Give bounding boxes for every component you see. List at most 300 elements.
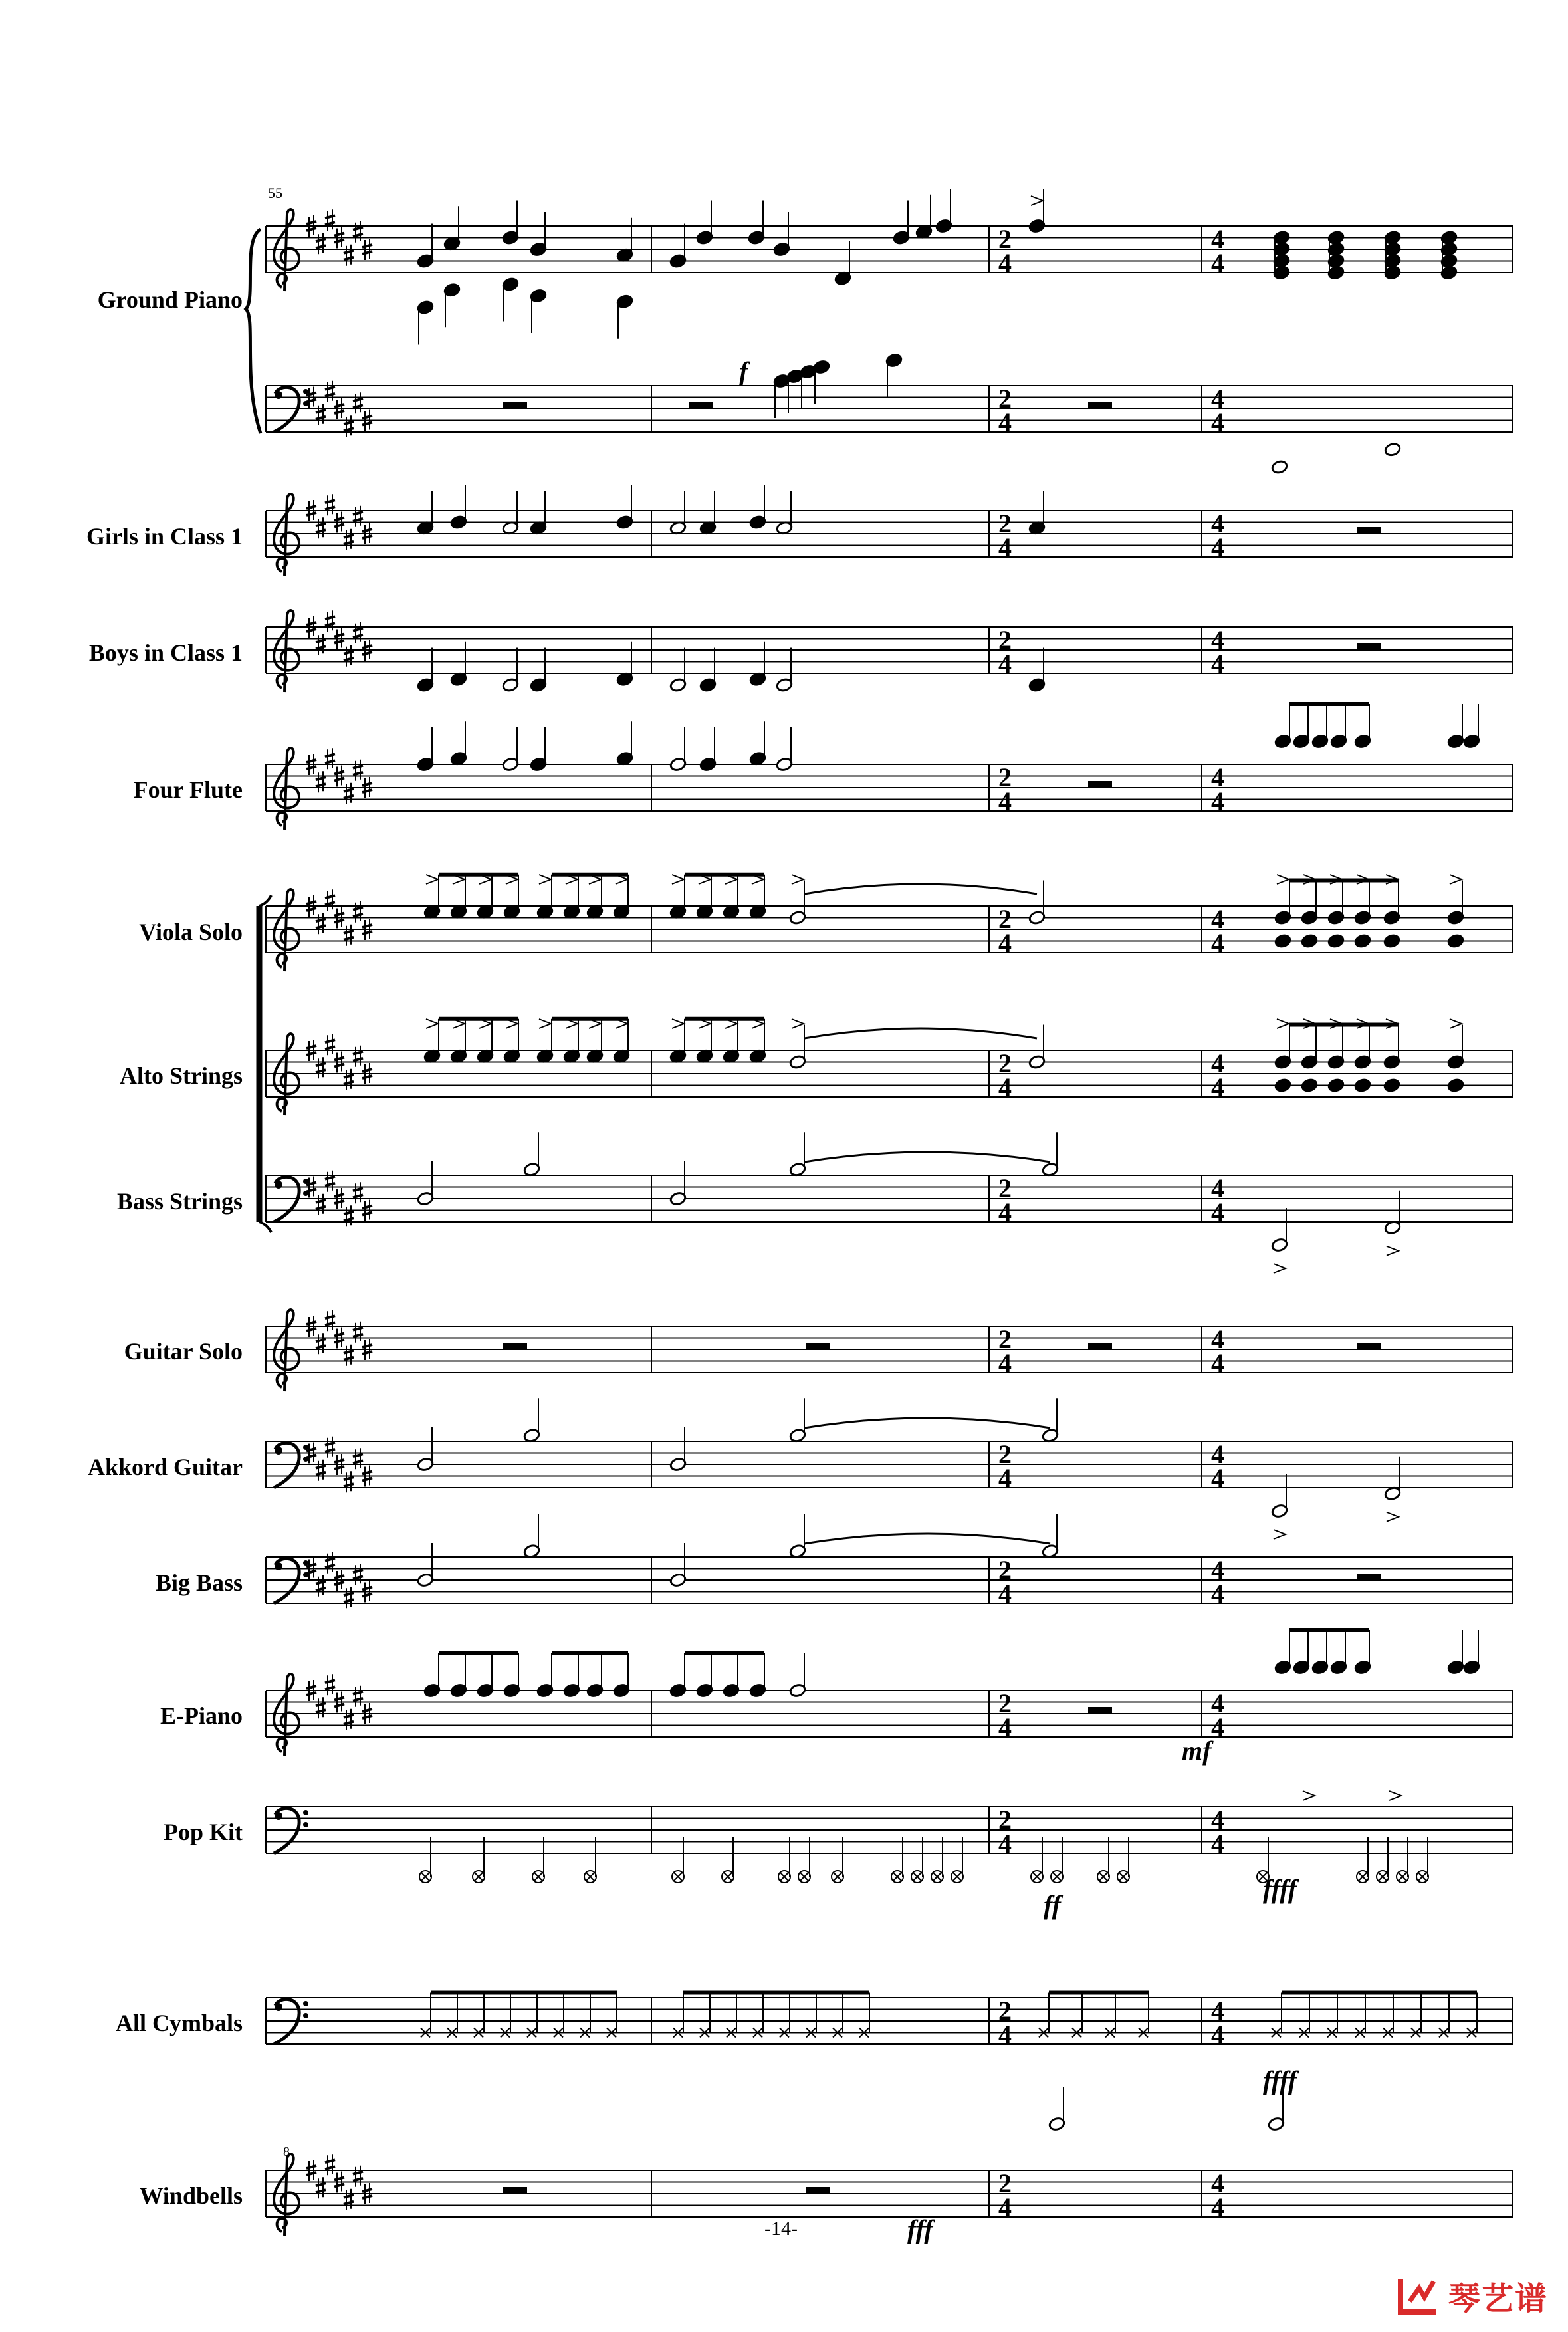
time-sig-top: 2 <box>998 762 1012 792</box>
note <box>1327 933 1345 949</box>
staff-notes-14 <box>503 2087 1285 2194</box>
time-sig-bottom: 4 <box>998 1463 1012 1493</box>
note <box>789 1019 806 1070</box>
note <box>1354 1630 1371 1675</box>
percussion-note <box>1327 1993 1337 2038</box>
percussion-note <box>1439 1993 1449 2038</box>
accent-icon <box>426 1019 438 1028</box>
percussion-note <box>1397 1837 1408 1883</box>
note <box>915 195 933 239</box>
percussion-note <box>780 1993 790 2038</box>
time-signature <box>1211 1439 1224 1493</box>
half-rest-icon <box>1088 781 1112 788</box>
note <box>1301 1078 1318 1093</box>
percussion-note <box>1039 1993 1049 2038</box>
instrument-label-big-bass: Big Bass <box>155 1570 243 1596</box>
sharp-icon <box>344 415 354 437</box>
treble-clef-icon <box>274 494 299 576</box>
note <box>1311 704 1329 749</box>
half-rest-icon <box>1357 527 1381 534</box>
staff-notes-4 <box>417 704 1480 788</box>
sharp-icon <box>316 2177 326 2198</box>
sharp-icon <box>353 1182 363 1203</box>
note <box>417 1161 434 1206</box>
instrument-label-alto-strings: Alto Strings <box>119 1062 243 1089</box>
note <box>749 1019 766 1064</box>
time-signature <box>998 1555 1012 1609</box>
time-signature <box>998 1439 1012 1493</box>
sharp-icon <box>316 1057 326 1078</box>
percussion-note <box>1411 1993 1421 2038</box>
piano-bass-notes <box>503 353 1401 475</box>
note <box>723 1019 740 1064</box>
logo-mark-icon <box>1395 2272 1442 2319</box>
percussion-note <box>1272 1993 1282 2038</box>
accent-icon <box>1274 1264 1286 1273</box>
dynamic-mf: mf <box>1182 1736 1212 1766</box>
time-sig-bottom: 4 <box>1211 1579 1224 1609</box>
accent-icon <box>1277 875 1289 884</box>
instrument-label-guitar-solo: Guitar Solo <box>124 1338 243 1365</box>
sharp-icon <box>325 1310 335 1331</box>
note <box>669 491 687 535</box>
note <box>1042 1398 1059 1443</box>
staff-notes-13 <box>421 1993 1477 2038</box>
time-sig-top: 2 <box>998 224 1012 254</box>
staff-notes-10 <box>417 1514 1381 1587</box>
accent-icon <box>539 1019 551 1028</box>
treble-clef-icon <box>274 1674 299 1756</box>
sharp-icon <box>353 760 363 781</box>
percussion-note <box>1383 1993 1393 2038</box>
site-logo <box>1395 2272 1548 2319</box>
note <box>530 648 547 693</box>
note <box>1330 704 1347 749</box>
note <box>613 875 630 919</box>
half-rest-icon <box>1088 1707 1112 1714</box>
note <box>1384 1191 1401 1256</box>
note <box>1330 1630 1347 1675</box>
time-sig-bottom: 4 <box>1211 2192 1224 2222</box>
time-sig-bottom: 4 <box>998 2192 1012 2222</box>
percussion-note <box>1355 1993 1365 2038</box>
instrument-label-viola: Viola Solo <box>139 919 243 945</box>
half-rest-icon <box>1088 1343 1112 1349</box>
instrument-label-epiano: E-Piano <box>160 1702 243 1729</box>
time-sig-top: 2 <box>998 1324 1012 1354</box>
time-sig-top: 4 <box>1211 1439 1224 1469</box>
time-sig-top: 2 <box>998 1689 1012 1718</box>
sharp-icon <box>344 1587 354 1608</box>
accent-icon <box>672 875 684 884</box>
percussion-note <box>1105 1993 1115 2038</box>
sharp-icon <box>325 1034 335 1055</box>
staff-11 <box>266 1674 1513 1756</box>
staff-1 <box>266 381 1513 437</box>
note <box>1293 1630 1310 1675</box>
time-sig-bottom: 4 <box>998 1197 1012 1227</box>
note <box>1311 1630 1329 1675</box>
sharp-icon <box>344 245 354 266</box>
percussion-note <box>778 1837 790 1883</box>
sharp-icon <box>353 1564 363 1585</box>
percussion-note <box>473 1837 485 1883</box>
note <box>523 1514 540 1558</box>
time-signature <box>998 1996 1012 2049</box>
measure-number: 55 <box>268 185 282 201</box>
treble-clef-icon <box>274 209 299 291</box>
note <box>563 1019 580 1064</box>
note <box>417 300 434 344</box>
note <box>502 201 519 245</box>
time-sig-top: 2 <box>998 1048 1012 1078</box>
percussion-note <box>832 1837 843 1883</box>
time-signature <box>1211 2168 1224 2222</box>
time-signature <box>1211 625 1224 679</box>
note <box>1274 1019 1291 1070</box>
time-signature <box>998 509 1012 562</box>
note <box>1028 881 1046 925</box>
time-signature <box>998 1805 1012 1859</box>
time-sig-bottom: 4 <box>998 928 1012 958</box>
time-sig-top: 2 <box>998 1439 1012 1469</box>
note <box>1447 704 1464 749</box>
time-sig-bottom: 4 <box>1211 1072 1224 1102</box>
time-sig-bottom: 4 <box>1211 786 1224 816</box>
percussion-note <box>1139 1993 1149 2038</box>
note <box>450 642 467 687</box>
treble-clef-icon <box>274 610 299 692</box>
percussion-note <box>501 1993 510 2038</box>
sharp-icon <box>316 913 326 934</box>
accent-icon <box>1387 1512 1399 1522</box>
note <box>477 875 494 919</box>
note <box>669 1543 687 1587</box>
percussion-note <box>1299 1993 1309 2038</box>
time-sig-bottom: 4 <box>998 649 1012 679</box>
sharp-icon <box>316 1460 326 1481</box>
note <box>776 491 793 535</box>
tie <box>804 1152 1050 1162</box>
time-sig-top: 4 <box>1211 224 1224 254</box>
time-sig-bottom: 4 <box>1211 1829 1224 1859</box>
percussion-note <box>474 1993 484 2038</box>
percussion-note <box>911 1837 923 1883</box>
accent-icon <box>1277 1019 1289 1028</box>
note <box>616 721 633 766</box>
sharp-icon <box>325 1674 335 1695</box>
sharp-icon <box>353 622 363 643</box>
note <box>536 1653 554 1698</box>
note <box>1327 1078 1345 1093</box>
time-sig-top: 2 <box>998 1173 1012 1203</box>
note <box>1274 704 1291 749</box>
half-rest-icon <box>806 2187 830 2194</box>
percussion-note <box>1357 1837 1369 1883</box>
time-sig-top: 4 <box>1211 1324 1224 1354</box>
time-sig-bottom: 4 <box>998 1712 1012 1742</box>
accent-icon <box>792 875 804 884</box>
note <box>443 206 461 251</box>
staff-7 <box>266 1171 1513 1227</box>
time-sig-bottom: 4 <box>1211 532 1224 562</box>
tie <box>804 1028 1037 1038</box>
time-sig-top: 4 <box>1211 1173 1224 1203</box>
sharp-icon <box>344 925 354 946</box>
staff-8 <box>266 1310 1513 1391</box>
staff-9 <box>266 1437 1513 1493</box>
note <box>1028 1025 1046 1070</box>
percussion-note <box>1416 1837 1428 1883</box>
instrument-label-all-cymbals: All Cymbals <box>115 2010 243 2036</box>
time-signature <box>998 1689 1012 1742</box>
note <box>1447 875 1464 925</box>
percussion-note <box>806 1993 816 2038</box>
staff-10 <box>266 1552 1513 1609</box>
note <box>696 1653 713 1698</box>
note <box>417 1543 434 1587</box>
accent-icon <box>672 1019 684 1028</box>
note <box>450 721 467 766</box>
note <box>669 648 687 693</box>
percussion-note <box>673 1993 683 2038</box>
instrument-label-flute: Four Flute <box>133 776 243 803</box>
time-sig-top: 2 <box>998 509 1012 538</box>
percussion-note <box>1051 1837 1063 1883</box>
note <box>1354 1078 1371 1093</box>
accent-icon <box>1450 875 1462 884</box>
time-signature <box>998 1324 1012 1378</box>
time-sig-bottom: 4 <box>998 248 1012 278</box>
note <box>699 648 717 693</box>
note <box>834 241 851 286</box>
note <box>1354 704 1371 749</box>
time-sig-top: 4 <box>1211 384 1224 413</box>
half-rest-icon <box>689 402 713 409</box>
note <box>1301 933 1318 949</box>
note <box>669 1161 687 1206</box>
note <box>1271 1208 1288 1273</box>
grand-staff-brace <box>246 229 261 433</box>
time-signature <box>998 904 1012 958</box>
instrument-label-pop-kit: Pop Kit <box>163 1819 243 1845</box>
note <box>502 727 519 772</box>
percussion-note <box>607 1993 617 2038</box>
note <box>1028 189 1046 233</box>
staff-notes-11 <box>423 1630 1480 1714</box>
instrument-label-boys: Boys in Class 1 <box>88 640 243 666</box>
instrument-label-ground-piano: Ground Piano <box>97 287 243 313</box>
treble-clef-icon <box>274 2154 299 2236</box>
note <box>530 289 547 333</box>
note <box>776 648 793 693</box>
time-signature <box>1211 762 1224 816</box>
note <box>1463 704 1480 749</box>
time-sig-top: 4 <box>1211 762 1224 792</box>
sharp-icon <box>325 2154 335 2175</box>
time-sig-bottom: 4 <box>1211 408 1224 437</box>
sharp-icon <box>344 1069 354 1090</box>
note <box>1048 2087 1065 2131</box>
note <box>613 1019 630 1064</box>
percussion-note <box>722 1837 734 1883</box>
note <box>669 875 687 919</box>
time-sig-bottom: 4 <box>1211 1463 1224 1493</box>
note <box>789 875 806 925</box>
sharp-icon <box>353 901 363 923</box>
time-sig-top: 4 <box>1211 1555 1224 1585</box>
sharp-icon <box>353 1046 363 1067</box>
logo-text: 琴艺谱 <box>1448 2279 1548 2317</box>
note <box>696 875 713 919</box>
time-sig-top: 2 <box>998 384 1012 413</box>
note <box>669 1653 687 1698</box>
note <box>696 201 713 245</box>
note <box>417 491 434 535</box>
note <box>536 875 554 919</box>
note <box>1274 1630 1291 1675</box>
note <box>723 1653 740 1698</box>
note <box>530 727 547 772</box>
sharp-icon <box>344 1709 354 1730</box>
note <box>885 353 903 398</box>
staff-notes-12 <box>419 1791 1428 1883</box>
accent-icon <box>1031 196 1043 205</box>
time-signature <box>998 224 1012 278</box>
note <box>1447 1630 1464 1675</box>
note <box>776 727 793 772</box>
percussion-note <box>447 1993 457 2038</box>
note <box>450 1019 467 1064</box>
note <box>502 648 519 693</box>
note <box>616 485 633 530</box>
staff-2 <box>266 494 1513 576</box>
percussion-note <box>1377 1837 1389 1883</box>
note <box>789 1398 806 1443</box>
time-sig-top: 2 <box>998 2168 1012 2198</box>
note <box>749 721 766 766</box>
time-signature <box>1211 1689 1224 1742</box>
sharp-icon <box>344 783 354 804</box>
note <box>563 875 580 919</box>
note <box>477 1653 494 1698</box>
sharp-icon <box>316 404 326 425</box>
dynamic-ffff: ffff <box>1263 1874 1297 1904</box>
staff-6 <box>266 1034 1513 1115</box>
sharp-icon <box>353 1322 363 1343</box>
note <box>563 1653 580 1698</box>
sharp-icon <box>325 209 335 231</box>
tie <box>804 1534 1050 1544</box>
note <box>1274 933 1291 949</box>
note <box>1042 1132 1059 1177</box>
sharp-icon <box>325 494 335 515</box>
note <box>503 1653 520 1698</box>
time-signature <box>1211 224 1224 278</box>
note <box>789 1514 806 1558</box>
sharp-icon <box>316 1333 326 1354</box>
tie <box>804 884 1037 894</box>
dynamic-ff: ff <box>1044 1890 1061 1920</box>
percussion-note <box>580 1993 590 2038</box>
staff-13 <box>266 1996 1513 2049</box>
sharp-icon <box>353 1686 363 1707</box>
note <box>696 1019 713 1064</box>
time-sig-bottom: 4 <box>998 408 1012 437</box>
note <box>1274 875 1291 925</box>
sharp-icon <box>344 1205 354 1226</box>
time-signature <box>1211 1996 1224 2049</box>
sharp-icon <box>344 1471 354 1492</box>
accent-icon <box>1450 1019 1462 1028</box>
note <box>530 212 547 257</box>
note <box>669 1019 687 1064</box>
note <box>749 1653 766 1698</box>
percussion-note <box>532 1837 544 1883</box>
note <box>789 1653 806 1698</box>
note <box>699 727 717 772</box>
time-sig-bottom: 4 <box>998 1348 1012 1378</box>
percussion-note <box>833 1993 843 2038</box>
note <box>477 1019 494 1064</box>
half-rest-icon <box>503 2187 527 2194</box>
time-sig-bottom: 4 <box>1211 928 1224 958</box>
percussion-note <box>1072 1993 1082 2038</box>
note <box>613 1653 630 1698</box>
note <box>749 485 766 530</box>
staff-notes-5 <box>423 875 1464 949</box>
sharp-icon <box>316 517 326 538</box>
time-sig-bottom: 4 <box>998 1829 1012 1859</box>
time-signature <box>1211 384 1224 437</box>
time-signature <box>998 384 1012 437</box>
note <box>789 1132 806 1177</box>
sharp-icon <box>316 771 326 792</box>
accent-icon <box>426 875 438 884</box>
time-sig-top: 4 <box>1211 904 1224 934</box>
half-rest-icon <box>503 402 527 409</box>
note <box>450 875 467 919</box>
note <box>723 875 740 919</box>
sharp-icon <box>353 392 363 413</box>
sharp-icon <box>316 233 326 254</box>
percussion-note <box>859 1993 869 2038</box>
time-sig-top: 2 <box>998 1805 1012 1835</box>
sharp-icon <box>344 2189 354 2210</box>
percussion-note <box>753 1993 763 2038</box>
page-number: -14- <box>764 2218 798 2240</box>
percussion-note <box>584 1837 596 1883</box>
instrument-label-girls: Girls in Class 1 <box>86 523 243 550</box>
note <box>502 491 519 535</box>
piano-treble-notes <box>417 189 1458 345</box>
note <box>669 224 687 269</box>
time-sig-top: 2 <box>998 1555 1012 1585</box>
note <box>503 875 520 919</box>
staff-0 <box>266 209 1513 291</box>
sharp-icon <box>316 1575 326 1597</box>
staff-notes-6 <box>423 1019 1464 1093</box>
sharp-icon <box>325 1552 335 1574</box>
time-sig-top: 4 <box>1211 1805 1224 1835</box>
sharp-icon <box>325 610 335 632</box>
note <box>669 1427 687 1472</box>
time-sig-top: 2 <box>998 1996 1012 2026</box>
percussion-note <box>672 1837 684 1883</box>
note <box>935 189 952 233</box>
note <box>749 875 766 919</box>
note <box>530 491 547 535</box>
